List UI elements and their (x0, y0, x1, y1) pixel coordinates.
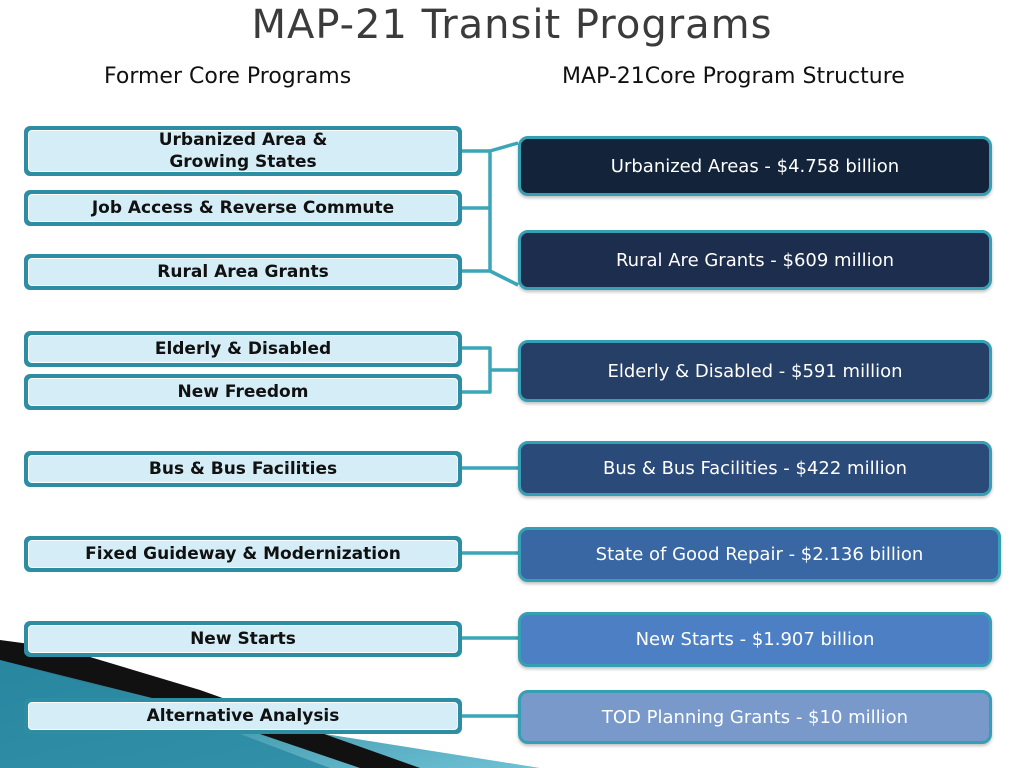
former-program-label: Alternative Analysis (146, 706, 340, 726)
former-program-label: New Freedom (177, 382, 309, 402)
former-program-new-starts (24, 621, 462, 657)
slide-title: MAP-21 Transit Programs (251, 2, 773, 48)
former-program-label: Bus & Bus Facilities (148, 459, 338, 479)
new-program-new-starts: New Starts - $1.907 billion (518, 612, 992, 667)
former-programs-header: Former Core Programs (104, 64, 352, 89)
former-program-label: Growing States (169, 152, 317, 172)
former-program-label: Fixed Guideway & Modernization (85, 544, 401, 564)
former-program-rural-area (24, 254, 462, 290)
map21-structure-header: MAP-21Core Program Structure (562, 64, 905, 89)
former-program-bus-facilities (24, 451, 462, 487)
former-program-new-freedom (24, 374, 462, 410)
former-program-label: Elderly & Disabled (154, 339, 332, 359)
former-program-label: Job Access & Reverse Commute (91, 198, 395, 218)
new-program-state-of-good-repair: State of Good Repair - $2.136 billion (518, 527, 1001, 582)
former-program-elderly-disabled (24, 331, 462, 367)
new-program-bus-facilities: Bus & Bus Facilities - $422 million (518, 441, 992, 496)
new-program-tod-planning: TOD Planning Grants - $10 million (518, 690, 992, 744)
former-program-alternative-analysis (24, 698, 462, 734)
former-program-urbanized-area (24, 126, 462, 176)
new-program-elderly-disabled: Elderly & Disabled - $591 million (518, 340, 992, 402)
former-program-job-access (24, 190, 462, 226)
former-program-label: Urbanized Area & (158, 130, 328, 150)
new-program-rural-grants: Rural Are Grants - $609 million (518, 230, 992, 290)
new-program-urbanized-areas: Urbanized Areas - $4.758 billion (518, 136, 992, 196)
former-program-label: New Starts (190, 629, 296, 649)
former-program-label: Rural Area Grants (157, 262, 329, 282)
former-program-fixed-guideway (24, 536, 462, 572)
